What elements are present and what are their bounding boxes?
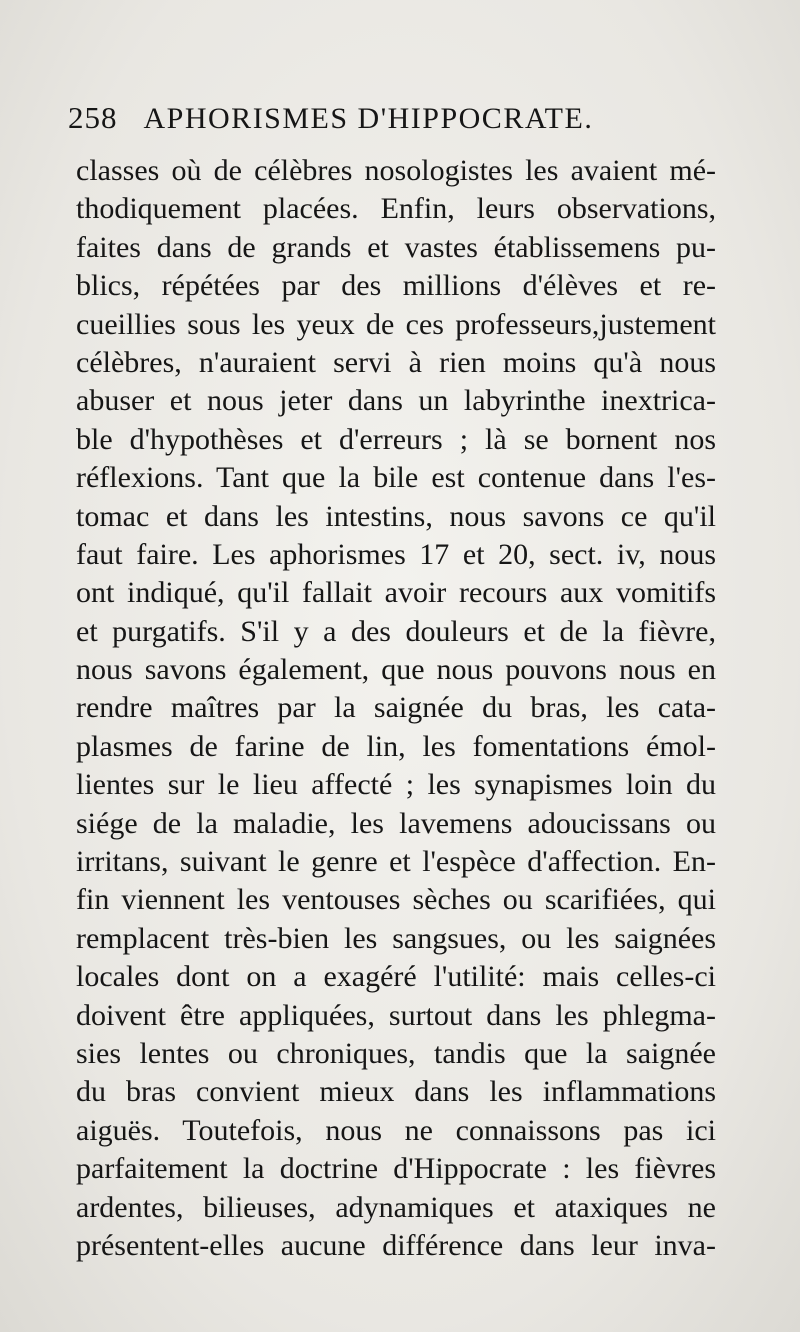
text-line: blics, répétées par des millions d'élèves et re- [76,269,716,303]
text-line: et purgatifs. S'il y a des douleurs et de la fièvre, [76,614,716,648]
text-line: célèbres, n'auraient servi à rien moins qu'à nous [76,345,716,379]
text-line: faites dans de grands et vastes établissemens pu- [76,230,716,264]
text-line: faut faire. Les aphorismes 17 et 20, sect. iv, nous [76,537,716,571]
text-line: parfaitement la doctrine d'Hippocrate : les fièvres [76,1152,716,1186]
text-line: ble d'hypothèses et d'erreurs ; là se bornent nos [76,422,716,456]
text-line: aiguës. Toutefois, nous ne connaissons pas ici [76,1113,716,1147]
text-line: locales dont on a exagéré l'utilité: mais celles-ci [76,960,716,994]
body-text [76,152,716,1265]
text-line: présentent-elles aucune différence dans leur inva- [76,1228,716,1262]
text-line: classes où de célèbres nosologistes les avaient mé- [76,154,716,187]
text-line: doivent être appliquées, surtout dans les phlegma- [76,998,716,1032]
text-line: lientes sur le lieu affecté ; les synapismes loin du [76,768,716,802]
text-line: fin viennent les ventouses sèches ou scarifiées, qui [76,883,716,917]
running-title: APHORISMES D'HIPPOCRATE. [143,102,594,135]
text-line: du bras convient mieux dans les inflammations [76,1075,716,1109]
text-line: cueillies sous les yeux de ces professeurs,justement [76,307,716,341]
text-line: ont indiqué, qu'il fallait avoir recours aux vomitifs [76,576,716,610]
text-line: ardentes, bilieuses, adynamiques et ataxiques ne [76,1190,716,1224]
text-line: remplacent très-bien les sangsues, ou les saignées [76,921,716,955]
text-line: abuser et nous jeter dans un labyrinthe inextrica- [76,384,716,418]
running-head [68,100,628,148]
text-line: réflexions. Tant que la bile est contenue dans l'es- [76,461,716,495]
text-line: rendre maîtres par la saignée du bras, les cata- [76,691,716,725]
text-line: sies lentes ou chroniques, tandis que la saignée [76,1036,716,1070]
text-line: plasmes de farine de lin, les fomentations émol- [76,729,716,763]
page-number: 258 [68,100,118,135]
text-line: nous savons également, que nous pouvons nous en [76,653,716,687]
text-line: thodiquement placées. Enfin, leurs observations, [76,192,716,226]
text-line: irritans, suivant le genre et l'espèce d'affection. En- [76,845,716,879]
text-line: tomac et dans les intestins, nous savons ce qu'il [76,499,716,533]
text-line: siége de la maladie, les lavemens adoucissans ou [76,806,716,840]
